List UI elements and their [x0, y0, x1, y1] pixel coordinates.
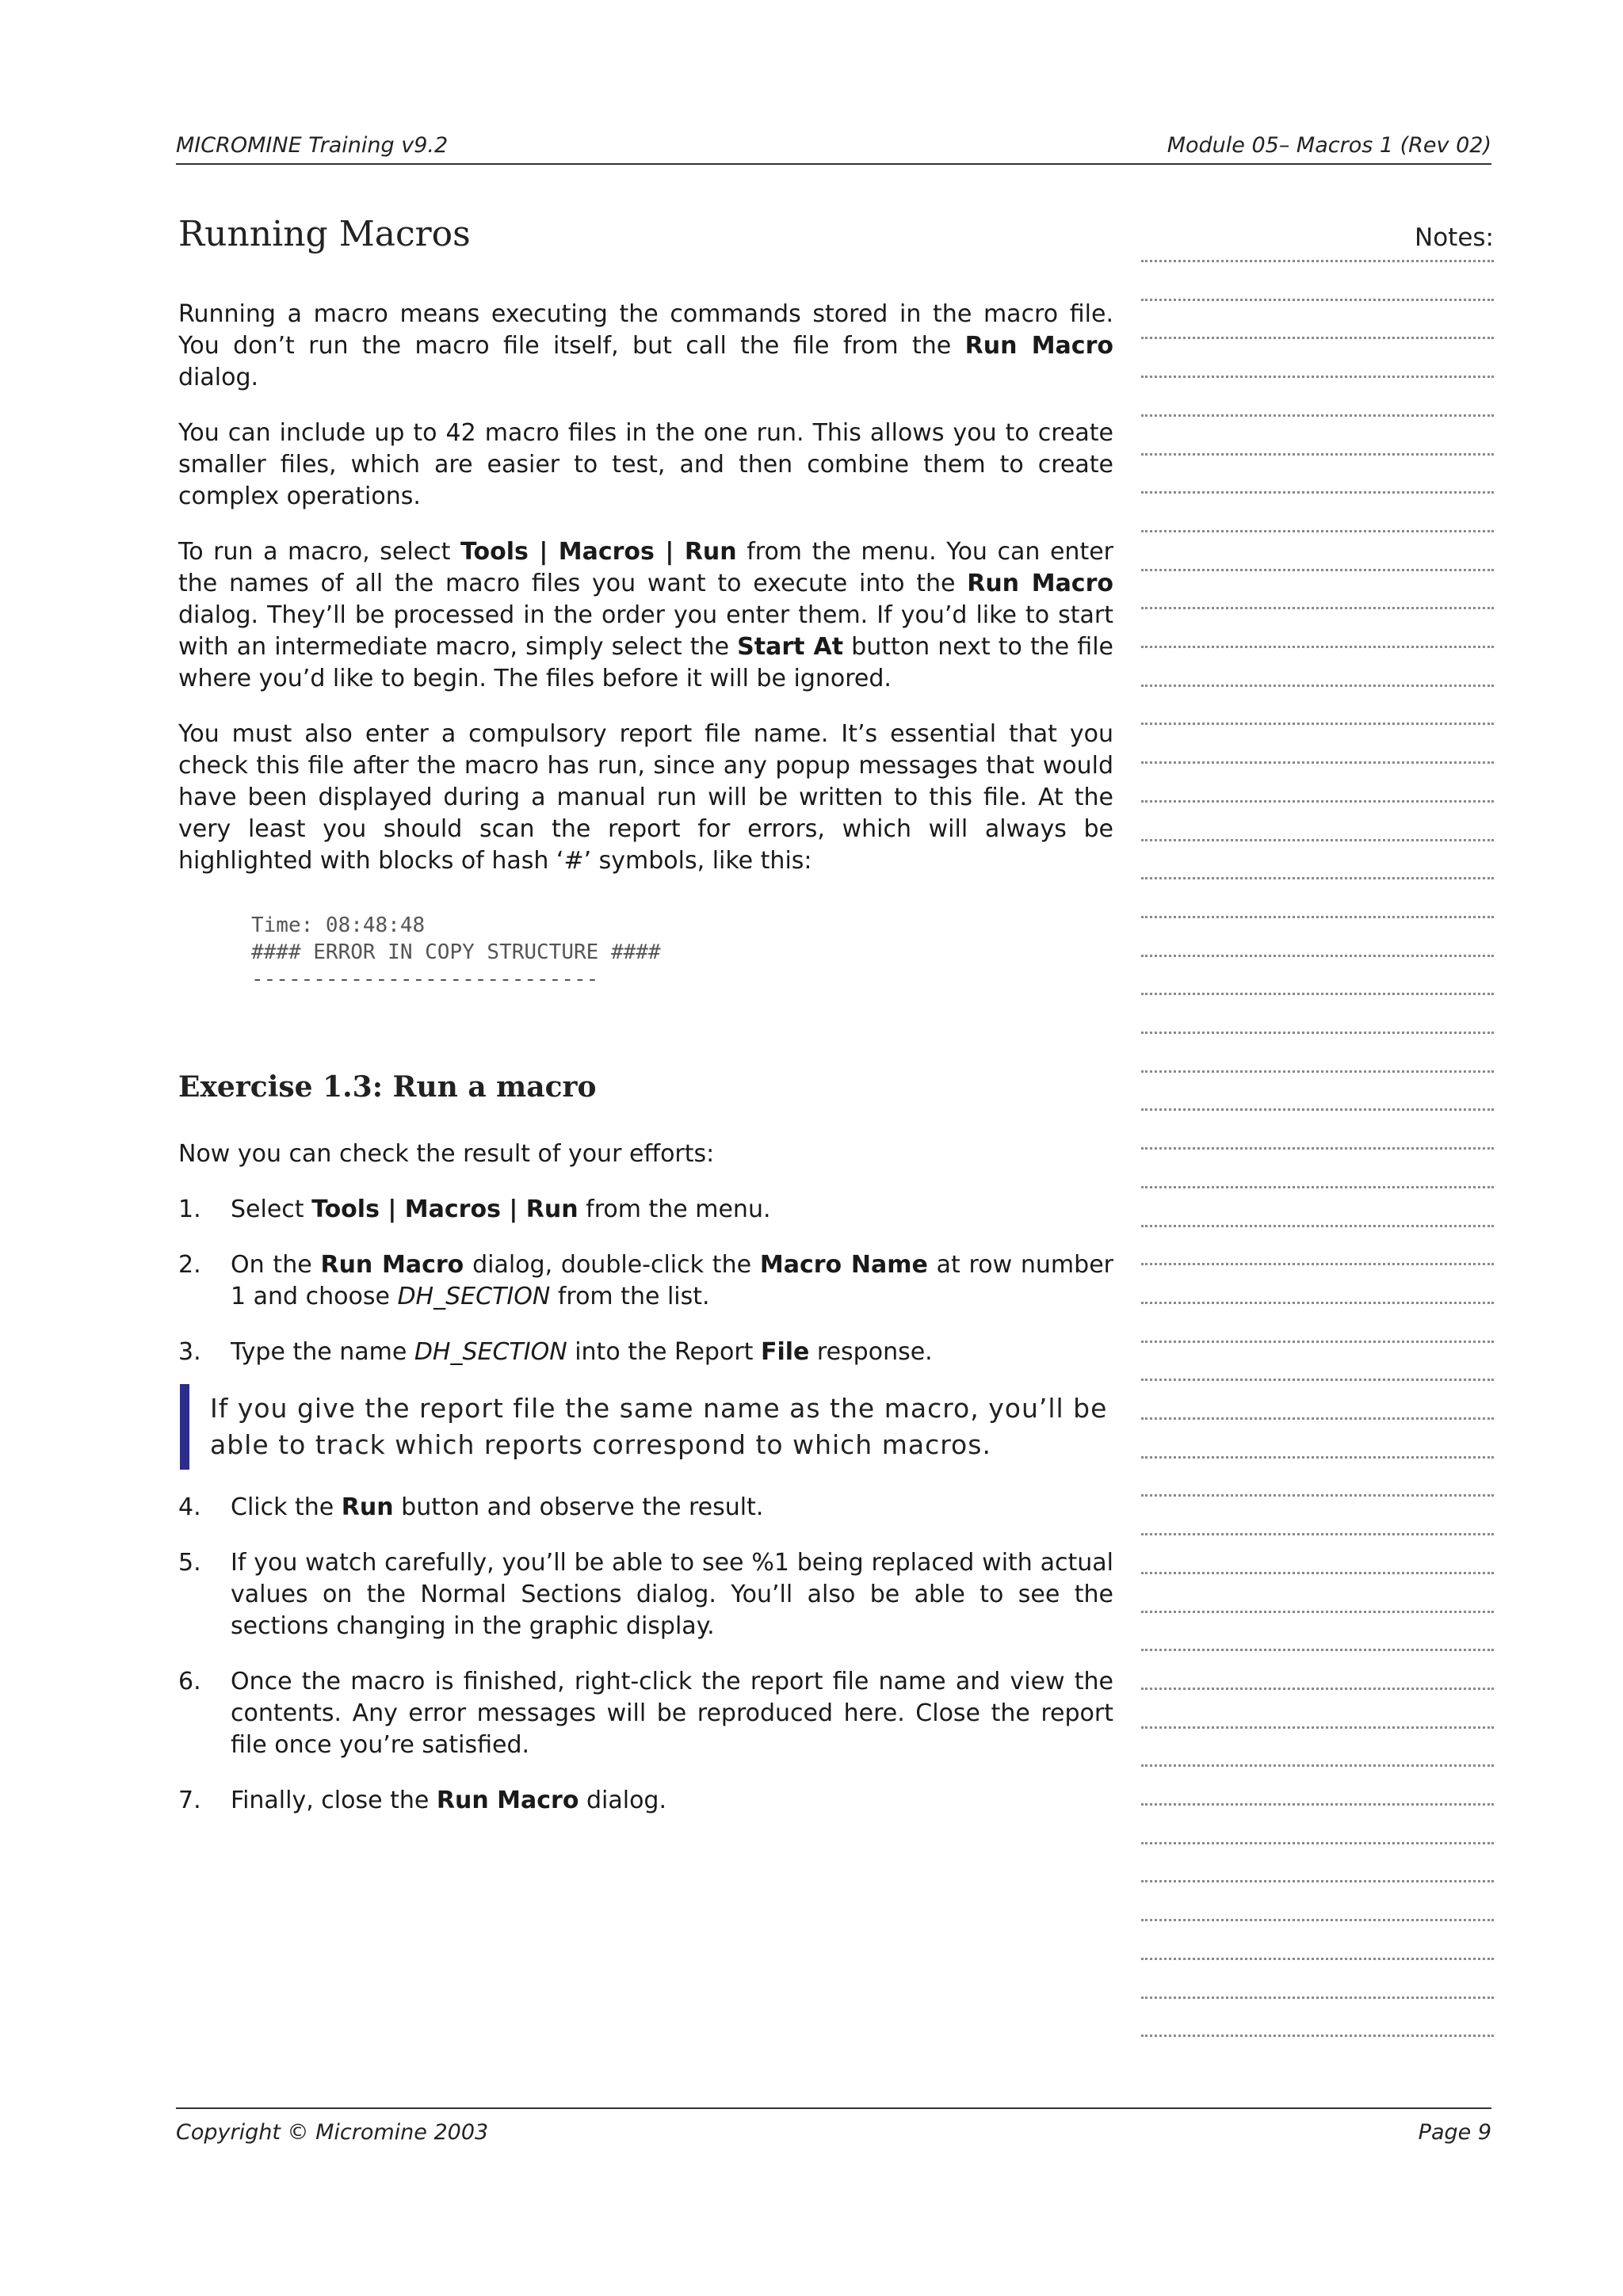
note-line [1141, 800, 1494, 803]
paragraph-3: To run a macro, select Tools | Macros | Run from the menu. You can enter the names of all the macro files you want to execute into the Run Macro dialog. They’ll be processed in the order you enter them. If you’d like to start with an intermediate macro, simply select the Start At button next to the file where you’d like to begin. The files before it will be ignored. [178, 538, 1114, 692]
note-line [1141, 877, 1494, 879]
note-line [1141, 1997, 1494, 1999]
note-line [1141, 607, 1494, 609]
notes-column [1141, 223, 1494, 252]
note-line [1141, 1108, 1494, 1111]
note-line [1141, 1572, 1494, 1574]
note-line [1141, 1958, 1494, 1960]
note-line [1141, 1070, 1494, 1073]
page-footer [176, 2107, 1491, 2152]
exercise-title: Exercise 1.3: Run a macro [178, 1070, 597, 1104]
note-line [1141, 376, 1494, 378]
step-item: 3. Type the name DH_SECTION into the Report File response. [178, 1338, 933, 1366]
code-line: Time: 08:48:48 [251, 913, 426, 937]
note-line [1141, 1611, 1494, 1613]
note-line [1141, 1456, 1494, 1459]
code-line: ---------------------------- [251, 967, 599, 991]
note-line [1141, 1379, 1494, 1381]
tip-callout [178, 1379, 1113, 1474]
tip-bar [180, 1384, 189, 1470]
main-content [178, 214, 1113, 1840]
note-line [1141, 1186, 1494, 1188]
footer-copyright: Copyright © Micromine 2003 [176, 2120, 489, 2145]
note-line [1141, 1341, 1494, 1343]
step-item: 5. If you watch carefully, you’ll be able to see %1 being replaced with actual values on the Normal Sections dialog. You’ll also be able to see the sections changing in the graphic display. [178, 1549, 1113, 1640]
note-line [1141, 491, 1494, 494]
exercise-intro: Now you can check the result of your efforts: [178, 1140, 715, 1168]
header-module: Module 05– Macros 1 (Rev 02) [1167, 133, 1491, 158]
note-line [1141, 299, 1494, 301]
note-line [1141, 260, 1494, 262]
paragraph-2: You can include up to 42 macro files in the one run. This allows you to create smaller files, which are easier to test, and then combine them to create complex operations. [178, 419, 1113, 510]
note-line [1141, 1263, 1494, 1265]
exercise-steps-continued [178, 1492, 1113, 1817]
note-line [1141, 1032, 1494, 1034]
paragraph-1: Running a macro means executing the commands stored in the macro file. You don’t run the macro file itself, but call the file from the Run Macro dialog. [178, 300, 1113, 391]
paragraph-4: You must also enter a compulsory report file name. It’s essential that you check this file after the macro has run, since any popup messages that would have been displayed during a manual run will be written to this file. At the very least you should scan the report for errors, which will always be highlighted with blocks of hash ‘#’ symbols, like this: [178, 720, 1113, 875]
note-line [1141, 1147, 1494, 1150]
note-line [1141, 955, 1494, 957]
step-item: 2. On the Run Macro dialog, double-click the Macro Name at row number 1 and choose DH_SECTION from the list. [178, 1251, 1113, 1310]
note-line [1141, 685, 1494, 687]
note-line [1141, 1919, 1494, 1921]
note-line [1141, 1880, 1494, 1882]
page-header [176, 133, 1491, 165]
note-line [1141, 993, 1494, 995]
note-line [1141, 1494, 1494, 1497]
note-line [1141, 530, 1494, 532]
report-code-sample [251, 912, 1113, 993]
header-doc-title: MICROMINE Training v9.2 [176, 133, 449, 158]
step-item: 1. Select Tools | Macros | Run from the menu. [178, 1196, 771, 1223]
notes-label: Notes: [1415, 223, 1494, 252]
code-line: #### ERROR IN COPY STRUCTURE #### [251, 940, 661, 964]
note-line [1141, 1533, 1494, 1535]
note-line [1141, 2035, 1494, 2037]
note-line [1141, 646, 1494, 648]
note-line [1141, 1225, 1494, 1227]
section-title: Running Macros [178, 214, 471, 254]
note-line [1141, 723, 1494, 725]
note-line [1141, 839, 1494, 841]
step-item: 4. Click the Run button and observe the result. [178, 1493, 764, 1521]
note-line [1141, 1842, 1494, 1844]
note-line [1141, 1726, 1494, 1729]
exercise-steps [178, 1194, 1113, 1368]
tip-text: If you give the report file the same name as the macro, you’ll be able to track which reports correspond to which macros. [210, 1393, 1108, 1460]
note-line [1141, 1302, 1494, 1304]
note-line [1141, 1803, 1494, 1806]
note-line [1141, 1764, 1494, 1767]
note-line [1141, 761, 1494, 764]
note-line [1141, 569, 1494, 571]
footer-page-number: Page 9 [1418, 2120, 1491, 2145]
note-line [1141, 916, 1494, 918]
note-line [1141, 337, 1494, 339]
note-line [1141, 1688, 1494, 1690]
note-line [1141, 1649, 1494, 1651]
note-line [1141, 414, 1494, 417]
note-line [1141, 453, 1494, 456]
step-item: 6. Once the macro is finished, right-click the report file name and view the contents. Any error messages will be reproduced here. Close the report file once you’re satisfied. [178, 1668, 1113, 1759]
note-line [1141, 1417, 1494, 1420]
step-item: 7. Finally, close the Run Macro dialog. [178, 1787, 667, 1814]
